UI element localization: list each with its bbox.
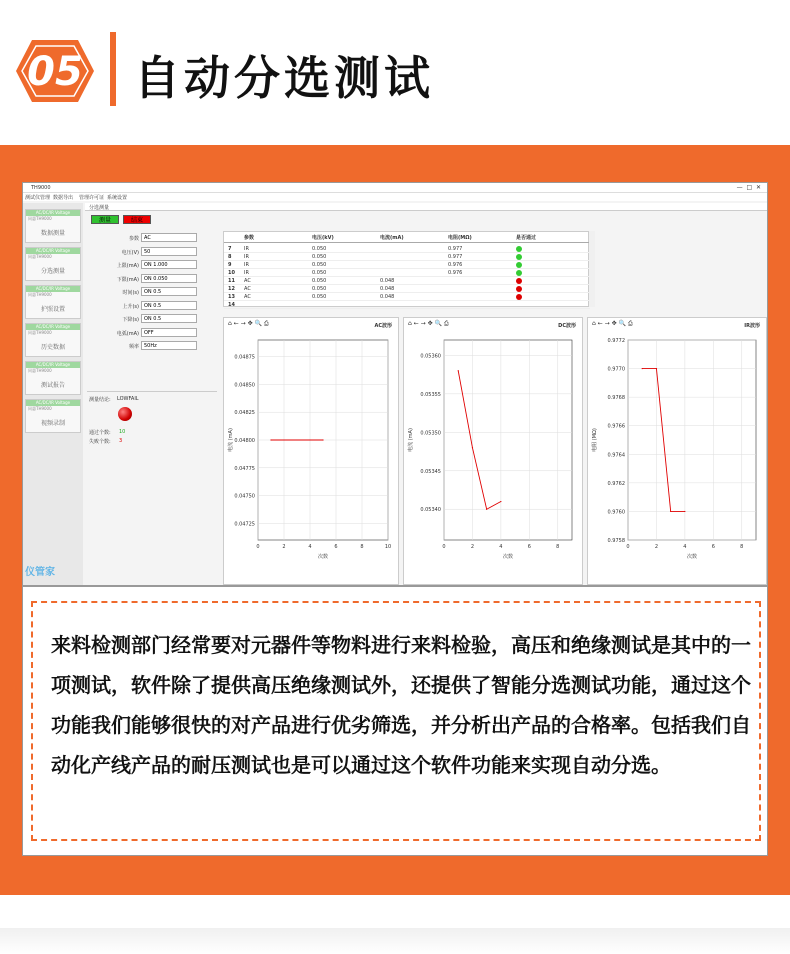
table-cell: IR xyxy=(244,254,249,260)
x-tick-label: 2 xyxy=(470,544,475,550)
bottom-strip xyxy=(0,928,790,954)
logo: 仪管家 xyxy=(25,567,55,578)
sidebar-item-bar: AC/DC/IR Voltage xyxy=(26,248,80,254)
fail-indicator xyxy=(516,278,522,284)
y-tick-label: 0.04875 xyxy=(234,354,255,361)
window-titlebar xyxy=(23,183,767,193)
table-cell: 12 xyxy=(228,286,235,292)
param-row xyxy=(89,260,219,270)
table-cell: 0.050 xyxy=(312,270,327,276)
plot-ac xyxy=(223,317,399,585)
table-row[interactable] xyxy=(224,261,590,269)
x-tick-label: 6 xyxy=(711,544,715,550)
y-tick-label: 0.9764 xyxy=(607,452,625,459)
y-tick-label: 0.05340 xyxy=(420,507,441,514)
x-tick-label: 8 xyxy=(360,544,364,550)
data-point xyxy=(684,511,685,512)
data-point xyxy=(458,370,459,371)
table-cell: 13 xyxy=(228,294,235,300)
param-field[interactable]: ON 0.5 xyxy=(141,287,197,296)
table-cell: 8 xyxy=(228,254,232,260)
y-tick-label: 0.9766 xyxy=(607,423,625,430)
menu-item-2[interactable]: 管理许可证 xyxy=(79,195,105,201)
x-axis-label: 次数 xyxy=(317,554,329,560)
x-tick-label: 4 xyxy=(308,544,312,550)
pass-indicator xyxy=(516,270,522,276)
plot-dc xyxy=(403,317,583,585)
description-panel xyxy=(22,586,768,856)
y-tick-label: 0.04750 xyxy=(234,493,255,500)
menu-item-1[interactable]: 数据导出 xyxy=(53,195,74,201)
app-screenshot xyxy=(22,182,768,586)
measure-button[interactable]: 测量 xyxy=(91,215,119,224)
x-tick-label: 2 xyxy=(282,544,286,550)
sidebar-item-sub: 同惠TH9000 xyxy=(28,368,52,373)
header-divider xyxy=(110,32,116,106)
x-tick-label: 10 xyxy=(384,544,392,550)
plot-canvas xyxy=(588,318,766,584)
pass-indicator xyxy=(516,254,522,260)
y-tick-label: 0.05355 xyxy=(420,391,441,398)
param-row xyxy=(89,287,219,297)
table-cell: 0.977 xyxy=(448,246,463,252)
table-cell: 0.048 xyxy=(380,278,395,284)
data-point xyxy=(642,368,643,369)
pass-indicator xyxy=(516,246,522,252)
plot-title: IR波形 xyxy=(744,323,760,329)
param-row xyxy=(89,314,219,324)
table-cell: 0.048 xyxy=(380,294,395,300)
y-tick-label: 0.04800 xyxy=(234,438,255,444)
sidebar-item-label: 护照设置 xyxy=(40,306,65,313)
y-axis-label: 电流 (mA) xyxy=(408,428,414,452)
table-row[interactable] xyxy=(224,285,590,293)
sidebar-item-bar: AC/DC/IR Voltage xyxy=(26,324,80,330)
sidebar-item-0[interactable] xyxy=(25,209,81,243)
fail-count-label: 失败个数: xyxy=(89,439,111,445)
table-cell: 0.976 xyxy=(448,270,463,276)
sidebar-item-label: 分选测量 xyxy=(40,268,65,275)
table-header-cell: 电阻(MΩ) xyxy=(448,235,472,241)
table-row[interactable] xyxy=(224,301,590,309)
param-field[interactable]: OFF xyxy=(141,328,197,337)
window-controls[interactable]: — □ ✕ xyxy=(736,184,761,191)
table-cell: IR xyxy=(244,262,249,268)
y-tick-label: 0.9768 xyxy=(607,395,625,402)
sidebar-item-sub: 同惠TH9000 xyxy=(28,254,52,259)
y-tick-label: 0.04850 xyxy=(234,382,255,389)
y-tick-label: 0.04775 xyxy=(234,465,255,472)
plot-canvas xyxy=(224,318,398,584)
table-row[interactable] xyxy=(224,277,590,285)
table-scrollbar[interactable] xyxy=(589,231,595,307)
x-tick-label: 4 xyxy=(683,544,687,550)
param-label: 上限(mA) xyxy=(116,263,139,269)
param-row xyxy=(89,233,219,243)
plot-canvas xyxy=(404,318,582,584)
y-tick-label: 0.9760 xyxy=(607,509,625,516)
y-tick-label: 0.04825 xyxy=(234,410,255,417)
plot-frame xyxy=(628,340,756,540)
param-row xyxy=(89,274,219,284)
table-cell: IR xyxy=(244,246,249,252)
sidebar-item-5[interactable] xyxy=(25,399,81,433)
x-tick-label: 8 xyxy=(556,544,560,550)
results-table xyxy=(223,231,589,307)
x-tick-label: 6 xyxy=(527,544,531,550)
param-label: 频率 xyxy=(128,344,139,350)
param-label: 上升(s) xyxy=(122,303,139,310)
sidebar-item-3[interactable] xyxy=(25,323,81,357)
table-row[interactable] xyxy=(224,293,590,301)
table-cell: AC xyxy=(244,294,251,300)
table-cell: 0.050 xyxy=(312,254,327,260)
plot-frame xyxy=(444,340,572,540)
plot-toolbar[interactable]: ⌂ ← → ✥ 🔍 ⎙ IR波形 xyxy=(592,320,760,329)
sidebar-item-1[interactable] xyxy=(25,247,81,281)
sidebar-item-bar: AC/DC/IR Voltage xyxy=(26,210,80,216)
y-tick-label: 0.9762 xyxy=(607,480,625,487)
y-axis-label: 电阻 (MΩ) xyxy=(592,428,598,452)
y-axis-label: 电流 (mA) xyxy=(228,428,234,452)
sidebar-item-label: 历史数据 xyxy=(40,344,65,351)
table-cell: 0.976 xyxy=(448,262,463,268)
x-axis-label: 次数 xyxy=(686,554,698,560)
param-field[interactable]: AC xyxy=(141,233,197,242)
menu-bar xyxy=(23,193,767,201)
y-tick-label: 0.05345 xyxy=(420,468,441,475)
plot-title: DC波形 xyxy=(558,323,576,329)
data-point xyxy=(670,511,671,512)
table-cell: 11 xyxy=(228,278,235,284)
sidebar-item-sub: 同惠TH9000 xyxy=(28,292,52,297)
param-row xyxy=(89,328,219,338)
menu-item-3[interactable]: 系统设置 xyxy=(107,195,128,201)
param-row xyxy=(89,301,219,311)
data-point xyxy=(322,439,323,440)
result-value: LOWFAIL xyxy=(117,396,139,402)
pass-indicator xyxy=(516,262,522,268)
tab-sorting[interactable]: 分选测量 xyxy=(89,205,110,211)
plot-title: AC波形 xyxy=(374,323,392,329)
param-field[interactable]: 50Hz xyxy=(141,341,197,350)
table-cell: 14 xyxy=(228,302,235,308)
y-tick-label: 0.9770 xyxy=(607,366,625,373)
table-cell: 0.050 xyxy=(312,286,327,292)
data-point xyxy=(486,509,487,510)
param-label: 下限(mA) xyxy=(116,276,139,283)
table-cell: AC xyxy=(244,278,251,284)
table-cell: 0.977 xyxy=(448,254,463,260)
sidebar xyxy=(23,203,83,585)
table-cell: 0.050 xyxy=(312,246,327,252)
x-tick-label: 8 xyxy=(740,544,744,550)
pass-count: 10 xyxy=(119,429,126,435)
sidebar-item-sub: 同惠TH9000 xyxy=(28,406,52,411)
param-label: 下降(s) xyxy=(122,317,139,323)
x-tick-label: 4 xyxy=(499,544,503,550)
sidebar-item-2[interactable] xyxy=(25,285,81,319)
x-tick-label: 6 xyxy=(334,544,338,550)
param-field[interactable]: ON 0.5 xyxy=(141,314,197,323)
fail-count: 3 xyxy=(119,438,123,444)
plot-toolbar[interactable]: ⌂ ← → ✥ 🔍 ⎙ AC波形 xyxy=(228,320,392,329)
data-point xyxy=(270,439,271,440)
page-title: 自动分选测试 xyxy=(134,51,434,105)
table-cell: AC xyxy=(244,286,251,292)
y-tick-label: 0.04725 xyxy=(234,521,255,528)
data-point xyxy=(656,368,657,369)
param-field[interactable]: ON 1.000 xyxy=(141,260,197,269)
sidebar-item-bar: AC/DC/IR Voltage xyxy=(26,286,80,292)
pass-count-label: 通过个数: xyxy=(89,430,111,436)
sidebar-item-sub: 同惠TH9000 xyxy=(28,330,52,335)
table-cell: 0.050 xyxy=(312,262,327,268)
control-panel xyxy=(85,211,221,585)
param-label: 电弧(mA) xyxy=(116,330,139,337)
sidebar-item-label: 测试报告 xyxy=(40,382,65,389)
result-label: 测量结论: xyxy=(89,397,111,403)
param-label: 参数 xyxy=(128,236,139,242)
x-axis-label: 次数 xyxy=(502,554,514,560)
plot-toolbar[interactable]: ⌂ ← → ✥ 🔍 ⎙ DC波形 xyxy=(408,320,576,329)
param-label: 时间(s) xyxy=(122,290,139,296)
page-header xyxy=(0,0,790,145)
table-cell: 10 xyxy=(228,270,235,276)
x-tick-label: 0 xyxy=(256,544,260,550)
param-row xyxy=(89,341,219,351)
window-title: TH9000 xyxy=(31,185,51,191)
tab-strip xyxy=(85,203,767,211)
x-tick-label: 0 xyxy=(442,544,446,550)
table-cell: IR xyxy=(244,270,249,276)
table-header-cell: 参数 xyxy=(244,235,255,241)
svg-text:05: 05 xyxy=(27,49,83,95)
param-field[interactable]: ON 0.050 xyxy=(141,274,197,283)
table-row[interactable] xyxy=(224,269,590,277)
table-cell: 0.050 xyxy=(312,294,327,300)
table-header-cell: 是否通过 xyxy=(516,235,537,241)
menu-item-0[interactable]: 测试仪管理 xyxy=(25,195,51,201)
result-indicator xyxy=(118,407,132,421)
table-header-cell: 电压(kV) xyxy=(312,235,334,241)
data-point xyxy=(500,501,501,502)
table-cell: 0.050 xyxy=(312,278,327,284)
sidebar-item-4[interactable] xyxy=(25,361,81,395)
param-label: 电压(V) xyxy=(121,249,139,256)
y-tick-label: 0.9772 xyxy=(607,338,625,344)
sidebar-item-bar: AC/DC/IR Voltage xyxy=(26,362,80,368)
sidebar-item-label: 视频录制 xyxy=(40,420,65,427)
table-cell: 9 xyxy=(228,262,232,268)
param-field[interactable]: 50 xyxy=(141,247,197,256)
data-point xyxy=(472,447,473,448)
plot-ir xyxy=(587,317,767,585)
table-row[interactable] xyxy=(224,245,590,253)
table-cell: 7 xyxy=(228,246,232,252)
sidebar-item-sub: 同惠TH9000 xyxy=(28,216,52,221)
description-text: 来料检测部门经常要对元器件等物料进行来料检验，高压和绝缘测试是其中的一项测试，软件除了提供高压绝缘测试外，还提供了智能分选测试功能，通过这个功能我们能够很快的对产品进行优劣筛选，并分析出产品的合格率。包括我们自动化产线产品的耐压测试也是可以通过这个软件功能来实现自动分选。 xyxy=(51,633,751,777)
y-tick-label: 0.05360 xyxy=(420,353,441,360)
y-tick-label: 0.05350 xyxy=(420,430,441,437)
param-row xyxy=(89,247,219,257)
y-tick-label: 0.9758 xyxy=(607,538,625,544)
param-field[interactable]: ON 0.5 xyxy=(141,301,197,310)
x-tick-label: 0 xyxy=(626,544,630,550)
table-header-line xyxy=(224,242,590,243)
control-divider xyxy=(87,391,217,392)
table-row[interactable] xyxy=(224,253,590,261)
sidebar-item-bar: AC/DC/IR Voltage xyxy=(26,400,80,406)
section-number-badge xyxy=(14,38,96,104)
stop-button[interactable]: 结束 xyxy=(123,215,151,224)
table-header-cell: 电流(mA) xyxy=(380,235,404,241)
table-cell: 0.048 xyxy=(380,286,395,292)
dashed-frame xyxy=(31,601,761,841)
fail-indicator xyxy=(516,286,522,292)
sidebar-item-label: 数据测量 xyxy=(40,230,65,237)
fail-indicator xyxy=(516,294,522,300)
x-tick-label: 2 xyxy=(654,544,659,550)
